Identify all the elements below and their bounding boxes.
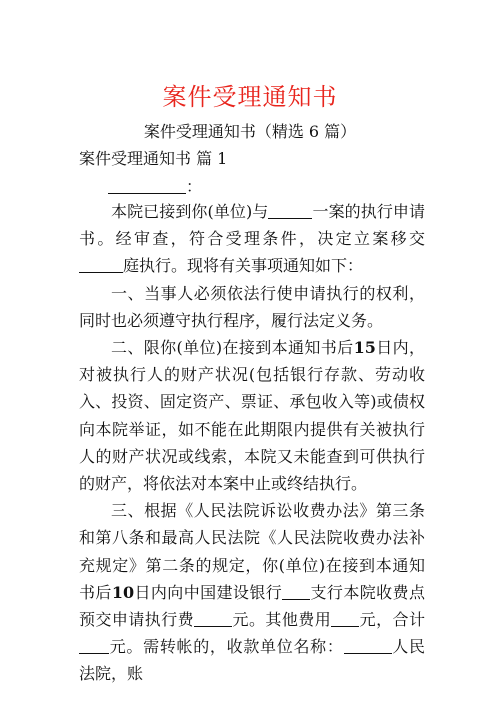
- paragraph-item-1: 一、当事人必须依法行使申请执行的权利，同时也必须遵守执行程序，履行法定义务。: [79, 283, 425, 330]
- paragraph-intro: [79, 198, 425, 280]
- intro-text-b: 一案的执行申请书。经审查，符合受理条件，决定立案移交: [79, 202, 425, 249]
- intro-text-c: 庭执行。现将有关事项通知如下：: [123, 256, 364, 276]
- item2-days: 15: [353, 338, 376, 358]
- addressee-line: [108, 176, 202, 198]
- document-title: 案件受理通知书: [162, 83, 338, 111]
- item3-text-c: 支行本院收费点预交申请执行费: [79, 582, 425, 630]
- item2-text-a: 二、限你(单位)在接到本通知书后: [111, 338, 354, 358]
- item3-text-g: 人民法院，账: [79, 637, 425, 684]
- blank-party: [268, 204, 312, 219]
- item3-days: 10: [111, 582, 135, 602]
- addressee-colon: ：: [186, 177, 203, 196]
- item3-text-d: 元。其他费用: [232, 610, 332, 630]
- item3-text-f: 元。需转帐的，收款单位名称：: [109, 637, 344, 657]
- blank-other-fee: [331, 612, 359, 627]
- item3-text-b: 日内向中国建设银行: [134, 582, 283, 602]
- paragraph-item-3: [79, 497, 425, 687]
- document-subtitle: 案件受理通知书（精选 6 篇）: [143, 122, 357, 141]
- item3-text-e: 元，合计: [359, 610, 425, 630]
- blank-branch: [282, 585, 310, 600]
- section-heading: 案件受理通知书 篇 1: [79, 149, 228, 168]
- addressee-blank: [108, 179, 186, 194]
- intro-text-a: 本院已接到你(单位)与: [111, 202, 269, 221]
- item3-text-a: 三、根据《人民法院诉讼收费办法》第三条和第八条和最高人民法院《人民法院收费办法补充规定》第二条的规定，你(单位)在接到本通知书后: [79, 501, 425, 602]
- blank-total: [79, 639, 109, 654]
- item2-text-b: 日内，对被执行人的财产状况(包括银行存款、劳动收入、投资、固定资产、票证、承包收入等)或债权向本院举证，如不能在此期限内提供有关被执行人的财产状况或线索，本院又未能查到可供执行的财产，将依法对本案中止或终结执行。: [79, 338, 425, 494]
- blank-fee: [194, 612, 232, 627]
- blank-payee: [344, 639, 392, 654]
- paragraph-item-2: [79, 334, 425, 497]
- document-body: [79, 198, 425, 688]
- blank-court: [79, 258, 123, 273]
